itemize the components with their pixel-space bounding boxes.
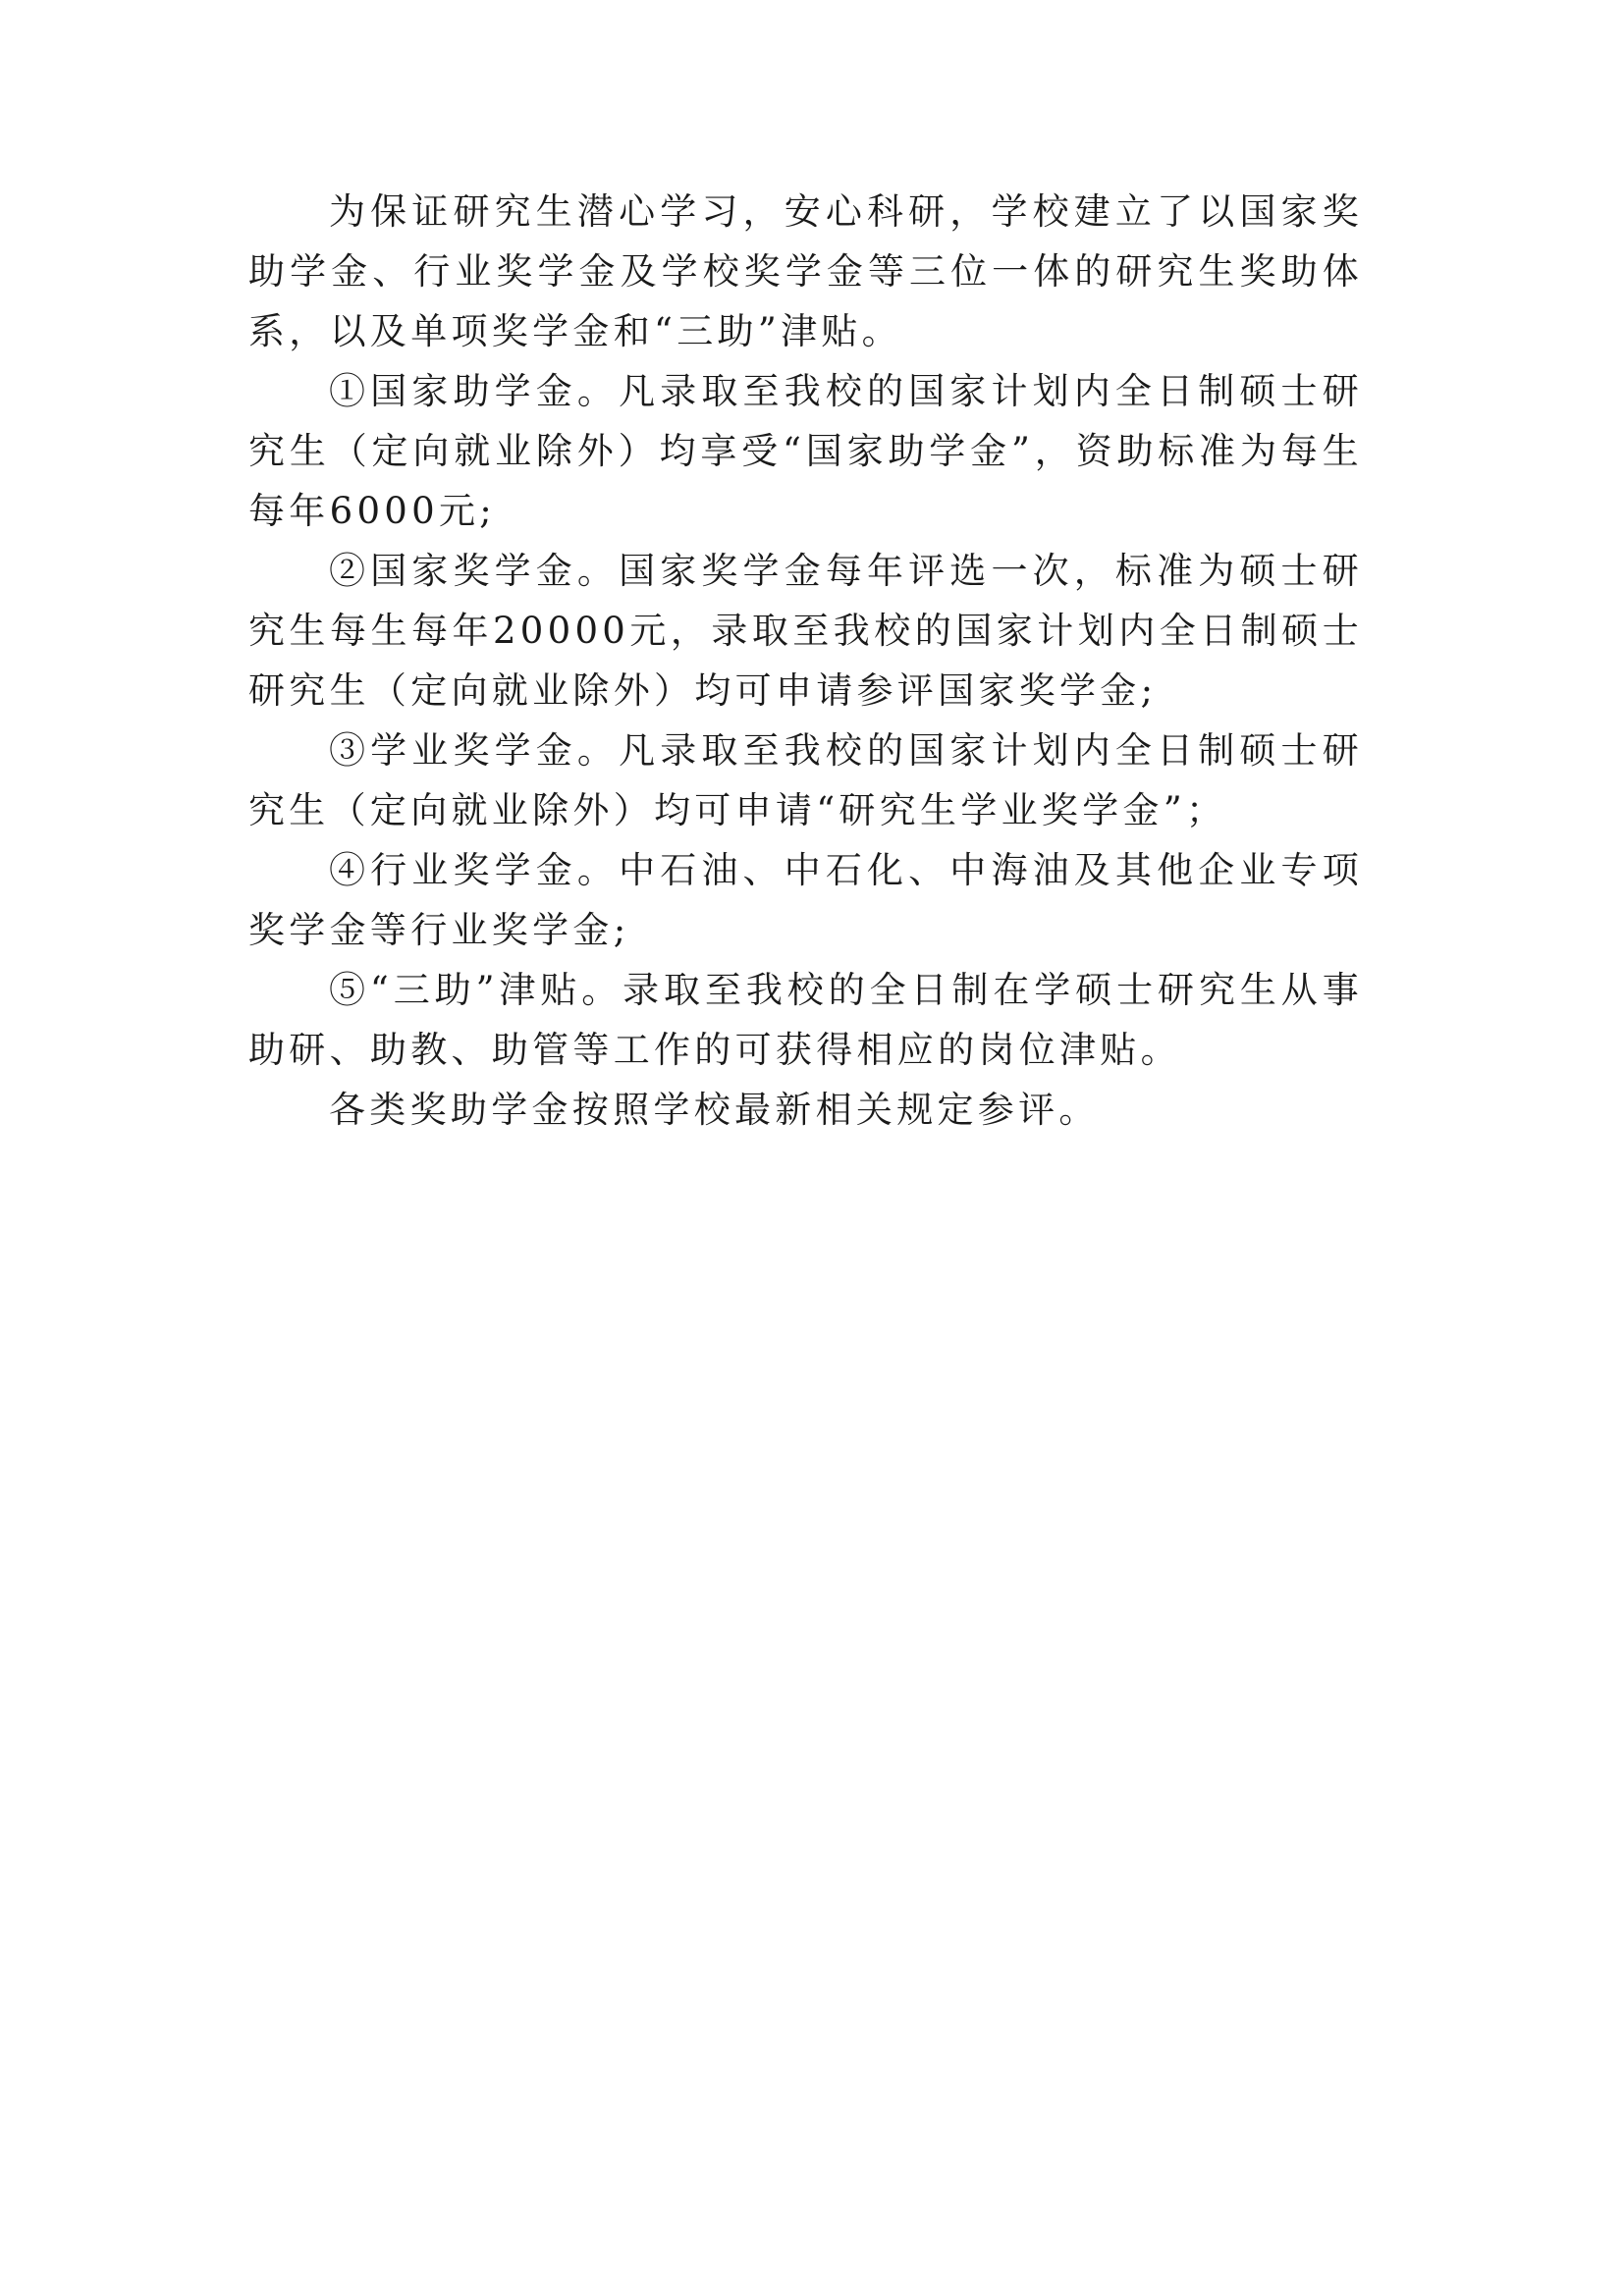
closing-paragraph: 各类奖助学金按照学校最新相关规定参评。 bbox=[329, 1089, 1100, 1131]
intro-paragraph: 为保证研究生潜心学习，安心科研，学校建立了以国家奖助学金、行业奖学金及学校奖学金等三位一体的研究生奖助体系，以及单项奖学金和“三助”津贴。 bbox=[248, 190, 1363, 352]
industry-scholarship-paragraph: ④行业奖学金。中石油、中石化、中海油及其他企业专项奖学金等行业奖学金; bbox=[248, 849, 1363, 951]
national-grant-paragraph: ①国家助学金。凡录取至我校的国家计划内全日制硕士研究生（定向就业除外）均享受“国家助学金”，资助标准为每生每年6000元; bbox=[248, 370, 1363, 532]
three-assistance-allowance-paragraph: ⑤“三助”津贴。录取至我校的全日制在学硕士研究生从事助研、助教、助管等工作的可获得相应的岗位津贴。 bbox=[248, 969, 1363, 1071]
national-scholarship-paragraph: ②国家奖学金。国家奖学金每年评选一次，标准为硕士研究生每生每年20000元，录取至我校的国家计划内全日制硕士研究生（定向就业除外）均可申请参评国家奖学金; bbox=[248, 550, 1363, 712]
academic-scholarship-paragraph: ③学业奖学金。凡录取至我校的国家计划内全日制硕士研究生（定向就业除外）均可申请“研究生学业奖学金”； bbox=[248, 729, 1363, 831]
document-body bbox=[248, 182, 1363, 1140]
